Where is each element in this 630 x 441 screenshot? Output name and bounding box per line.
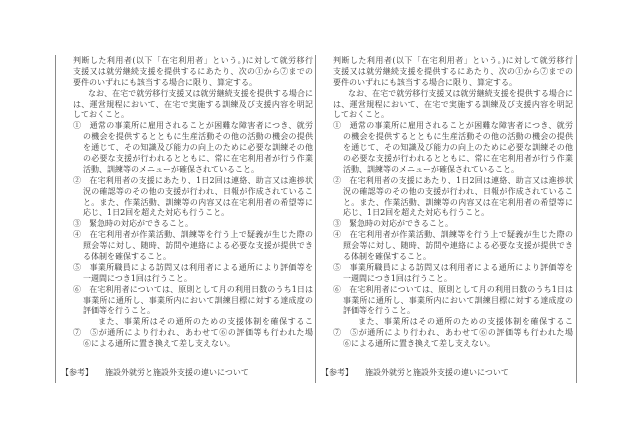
text-line: 支援又は就労継続支援を提供するにあたり、次の①から⑦までの — [333, 66, 573, 76]
text-line: と。また、作業活動、訓練等の内容又は在宅利用者の希望等に — [343, 197, 573, 207]
text-line: ⑥ 在宅利用者については、原則として月の利用日数のうち1日は — [333, 284, 573, 294]
text-line: を通じて、その知識及び能力の向上のために必要な訓練その他 — [83, 143, 313, 153]
text-line: 事業所に通所し、事業所内において訓練目標に対する達成度の — [343, 295, 573, 305]
text-line: の機会を提供するとともに生産活動その他の活動の機会の提供 — [343, 132, 573, 142]
text-line: 要件のいずれにも該当する場合に限り、算定する。 — [333, 77, 517, 87]
text-line: ② 在宅利用者の支援にあたり、1日2回は連絡、助言又は進捗状 — [333, 175, 573, 185]
text-line: 一週間につき1回は行うこと。 — [83, 273, 192, 283]
text-line: を通じて、その知識及び能力の向上のために必要な訓練その他 — [343, 143, 573, 153]
text-line: また、事業所はその通所のための支援体制を確保するこ — [358, 317, 573, 327]
text-line: は、運営規程において、在宅で実施する訓練及び支援内容を明記 — [333, 99, 573, 109]
text-line: 要件のいずれにも該当する場合に限り、算定する。 — [73, 77, 257, 87]
text-line: しておくこと。 — [73, 110, 129, 120]
text-line: 評価等を行うこと。 — [343, 306, 415, 316]
text-line: 応じ、1日2回を超えた対応も行うこと。 — [83, 208, 230, 218]
text-line: ⑤ 事業所職員による訪問又は利用者による通所により評価等を — [73, 262, 313, 272]
text-line: また、事業所はその通所のための支援体制を確保するこ — [98, 317, 313, 327]
text-line: ⑦ ⑤が通所により行われ、あわせて⑥の評価等も行われた場 — [333, 328, 573, 338]
text-line: なお、在宅で就労移行支援又は就労継続支援を提供する場合に — [88, 88, 313, 98]
reference-text: 施設外就労と施設外支援の違いについて — [105, 368, 249, 377]
text-line: の機会を提供するとともに生産活動その他の活動の機会の提供 — [83, 132, 313, 142]
text-line: 活動、訓練等のメニューが確保されていること。 — [343, 164, 519, 174]
text-line: 応じ、1日2回を超えた対応も行うこと。 — [343, 208, 490, 218]
text-line: しておくこと。 — [333, 110, 389, 120]
document-column-right — [333, 56, 573, 350]
text-line: 況の確認等のその他の支援が行われ、日報が作成されているこ — [343, 186, 573, 196]
text-line: る体制を確保すること。 — [83, 252, 171, 262]
text-line: 照会等に対し、随時、訪問や連絡による必要な支援が提供でき — [343, 241, 573, 251]
text-line: ⑥による通所に置き換えて差し支えない。 — [83, 339, 235, 349]
text-line: 事業所に通所し、事業所内において訓練目標に対する達成度の — [83, 295, 313, 305]
text-line: ④ 在宅利用者が作業活動、訓練等を行う上で疑義が生じた際の — [333, 230, 573, 240]
text-line: ⑥ 在宅利用者については、原則として月の利用日数のうち1日は — [73, 284, 313, 294]
reference-heading-left — [61, 367, 249, 378]
document-column-left — [73, 56, 313, 350]
text-line: 評価等を行うこと。 — [83, 306, 155, 316]
text-line: ① 通常の事業所に雇用されることが困難な障害者につき、就労 — [333, 121, 573, 131]
text-line: 活動、訓練等のメニューが確保されていること。 — [83, 164, 259, 174]
text-line: ⑦ ⑤が通所により行われ、あわせて⑥の評価等も行われた場 — [73, 328, 313, 338]
text-line: なお、在宅で就労移行支援又は就労継続支援を提供する場合に — [348, 88, 573, 98]
text-line: の必要な支援が行われるとともに、常に在宅利用者が行う作業 — [83, 154, 313, 164]
text-line: る体制を確保すること。 — [343, 252, 431, 262]
text-line: ⑤ 事業所職員による訪問又は利用者による通所により評価等を — [333, 262, 573, 272]
reference-label: 【参考】 — [321, 368, 353, 377]
text-line: 判断した利用者(以下「在宅利用者」という。)に対して就労移行 — [73, 56, 313, 65]
column-border-left — [55, 55, 56, 383]
text-line: ⑥による通所に置き換えて差し支えない。 — [343, 339, 495, 349]
text-line: ③ 緊急時の対応ができること。 — [73, 219, 193, 229]
text-line: 照会等に対し、随時、訪問や連絡による必要な支援が提供でき — [83, 241, 313, 251]
text-line: 一週間につき1回は行うこと。 — [343, 273, 452, 283]
reference-label: 【参考】 — [61, 368, 93, 377]
reference-text: 施設外就労と施設外支援の違いについて — [365, 368, 509, 377]
text-line: 判断した利用者(以下「在宅利用者」という。)に対して就労移行 — [333, 56, 573, 65]
text-line: の必要な支援が行われるとともに、常に在宅利用者が行う作業 — [343, 154, 573, 164]
text-line: ② 在宅利用者の支援にあたり、1日2回は連絡、助言又は進捗状 — [73, 175, 313, 185]
text-line: 況の確認等のその他の支援が行われ、日報が作成されているこ — [83, 186, 313, 196]
text-line: ① 通常の事業所に雇用されることが困難な障害者につき、就労 — [73, 121, 313, 131]
column-border-middle — [315, 55, 316, 383]
column-border-right — [576, 55, 577, 383]
text-line: ③ 緊急時の対応ができること。 — [333, 219, 453, 229]
reference-heading-right — [321, 367, 509, 378]
text-line: 支援又は就労継続支援を提供するにあたり、次の①から⑦までの — [73, 66, 313, 76]
text-line: ④ 在宅利用者が作業活動、訓練等を行う上で疑義が生じた際の — [73, 230, 313, 240]
text-line: は、運営規程において、在宅で実施する訓練及び支援内容を明記 — [73, 99, 313, 109]
text-line: と。また、作業活動、訓練等の内容又は在宅利用者の希望等に — [83, 197, 313, 207]
